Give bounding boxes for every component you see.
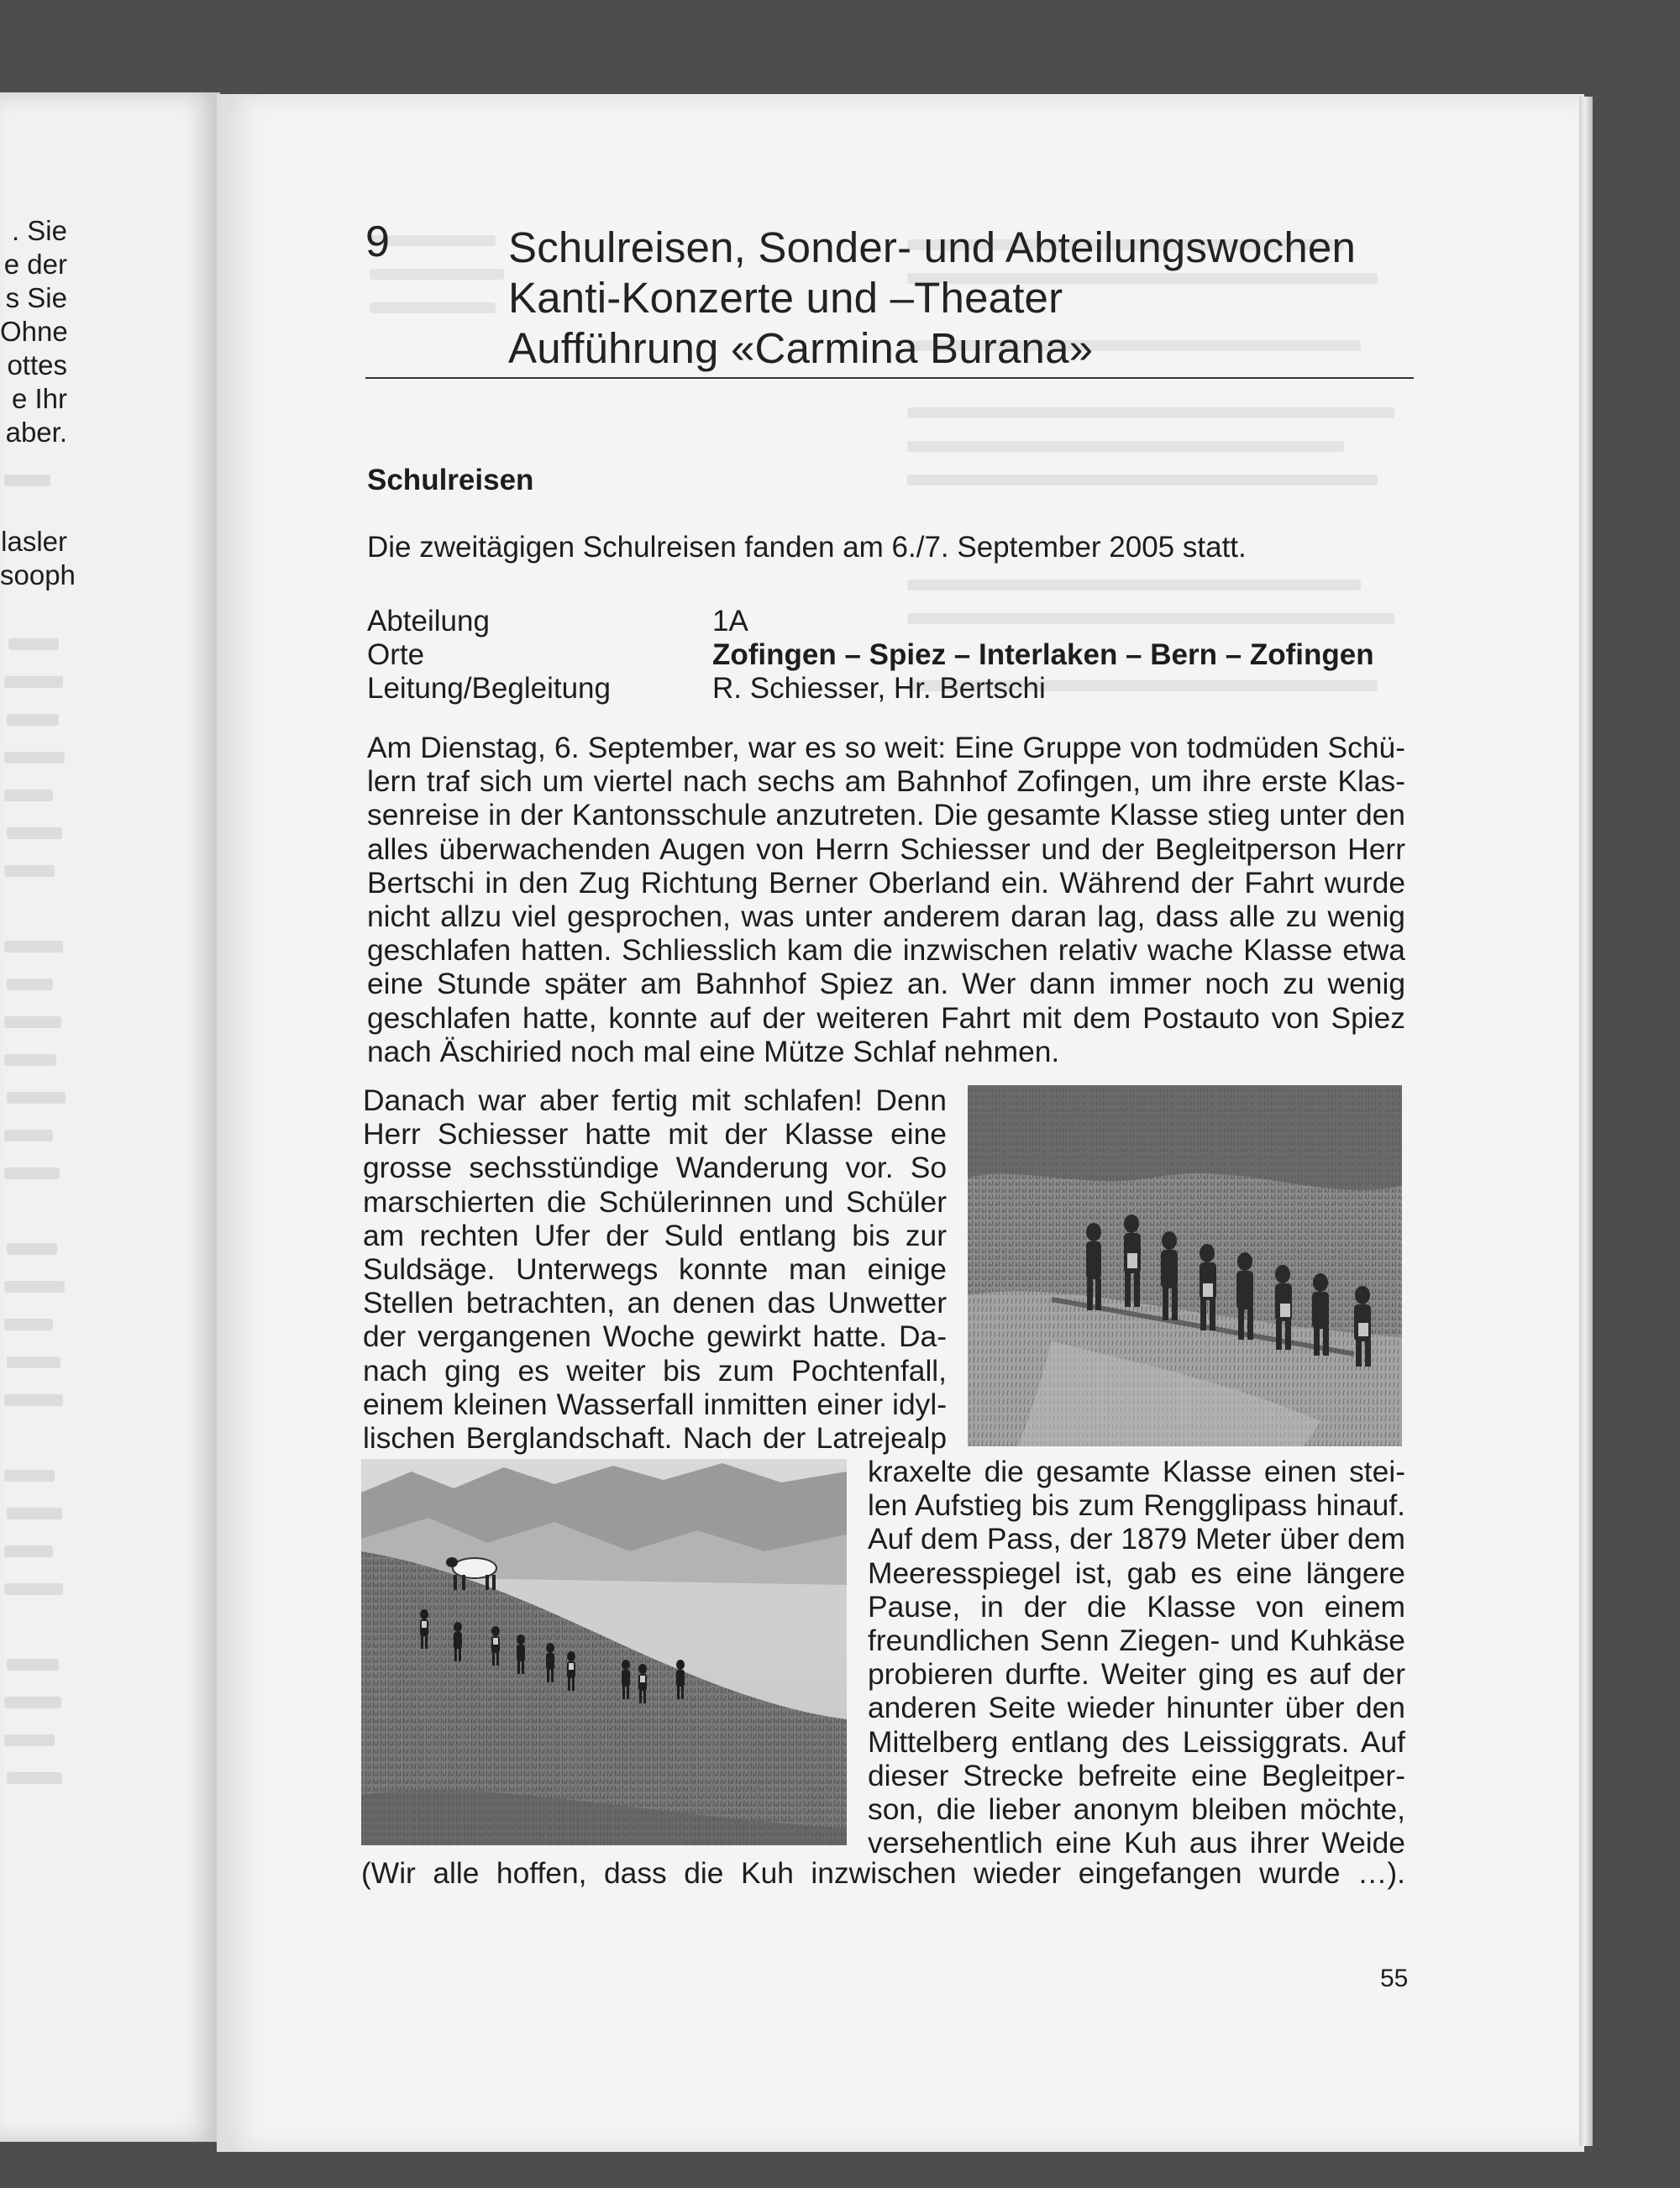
show-through-line (4, 1130, 53, 1141)
show-through-line (907, 580, 1361, 590)
show-through-line (907, 475, 1378, 485)
left-page-text-fragment: . Sie (11, 215, 67, 246)
photo-mountain-ridge-cow (361, 1459, 847, 1845)
intro-sentence: Die zweitägigen Schulreisen fanden am 6./7. September 2005 statt. (367, 531, 1247, 564)
left-page (0, 92, 220, 2142)
show-through-line (4, 1054, 56, 1066)
section-heading: Schulreisen (367, 464, 534, 496)
info-label-department: Abteilung (367, 605, 490, 638)
info-value-department: 1A (712, 605, 748, 638)
show-through-line (4, 1394, 63, 1406)
chapter-title-line: Aufführung «Carmina Burana» (508, 324, 1094, 372)
show-through-line (4, 1281, 65, 1293)
info-value-leaders: R. Schiesser, Hr. Bertschi (712, 672, 1046, 705)
show-through-line (370, 269, 504, 280)
left-page-text-fragment: s Sie (5, 282, 67, 313)
show-through-line (7, 1243, 57, 1255)
show-through-line (907, 407, 1394, 418)
left-page-text-fragment: aber. (5, 417, 67, 448)
show-through-line (4, 941, 63, 952)
left-page-text-fragment: e Ihr (11, 383, 67, 414)
left-page-text-fragment: e der (3, 249, 67, 280)
show-through-line (370, 302, 496, 313)
show-through-line (4, 1697, 61, 1708)
page-stack-edge (1579, 97, 1593, 2146)
info-value-places: Zofingen – Spiez – Interlaken – Bern – Zofingen (712, 638, 1374, 671)
title-rule (365, 377, 1414, 379)
show-through-line (4, 752, 65, 763)
info-label-leaders: Leitung/Begleitung (367, 672, 611, 705)
show-through-line (4, 1319, 53, 1330)
chapter-number: 9 (365, 218, 390, 266)
show-through-line (4, 475, 50, 486)
left-page-text-fragment: ottes (7, 349, 67, 380)
show-through-line (4, 1016, 61, 1028)
chapter-title-line: Schulreisen, Sonder- und Abteilungswochen (508, 223, 1357, 271)
show-through-line (4, 1167, 60, 1179)
show-through-line (7, 827, 62, 839)
left-page-text-fragment: lasler (1, 526, 67, 557)
body-paragraph: Danach war aber fertig mit schlafen! Denn Herr Schiesser hatte mit der Klasse eine grosse sechsstündige Wanderung vor. So marschierten die Schülerinnen und Schüler am rechten Ufer der Suld entlang bis zur Suldsäge. Unterwegs konnte man einige Stellen betrachten, an denen das Unwetter der vergangenen Woche gewirkt hatte. Danach ging es weiter bis zum Pochtenfall, einem kleinen Wasserfall inmitten einer idyllischen Berglandschaft. Nach der Latrejealp (363, 1084, 947, 1456)
show-through-line (4, 1583, 63, 1595)
body-paragraph: kraxelte die gesamte Klasse einen steilen Aufstieg bis zum Rengglipass hinauf. Auf dem Pass, der 1879 Meter über dem Meeresspiegel ist, gab es eine längere Pause, in der die Klasse von einem freundlichen Senn Ziegen- und Kuhkäse probieren durfte. Weiter ging es auf der anderen Seite wieder hinunter über den Mittelberg entlang des Leissiggrats. Auf dieser Strecke befreite eine Begleitperson, die lieber anonym bleiben möchte, versehentlich eine Kuh aus ihrer Weide (868, 1455, 1405, 1860)
photo-hikers-slope (968, 1085, 1402, 1446)
info-label-places: Orte (367, 638, 425, 671)
show-through-line (7, 1508, 62, 1519)
show-through-line (7, 1772, 62, 1784)
body-paragraph: Am Dienstag, 6. September, war es so weit: Eine Gruppe von todmüden Schülern traf sich um viertel nach sechs am Bahnhof Zofingen, um ihre erste Klassenreise in der Kantonsschule anzutreten. Die gesamte Klasse stieg unter den alles überwachenden Augen von Herrn Schiesser und der Begleitperson Herr Bertschi in den Zug Richtung Berner Oberland ein. Während der Fahrt wurde nicht allzu viel gesprochen, was unter anderem daran lag, dass alle zu wenig geschlafen hatten. Schliesslich kam die inzwischen relativ wache Klasse etwa eine Stunde später am Bahnhof Spiez an. Wer dann immer noch zu wenig geschlafen hatte, konnte auf der weiteren Fahrt mit dem Postauto von Spiez nach Äschiried noch mal eine Mütze Schlaf nehmen. (367, 731, 1405, 1068)
show-through-line (907, 441, 1344, 452)
show-through-line (7, 1659, 59, 1671)
show-through-line (4, 676, 63, 688)
show-through-line (4, 1470, 55, 1482)
show-through-line (7, 1092, 66, 1104)
show-through-line (907, 613, 1394, 624)
body-paragraph: (Wir alle hoffen, dass die Kuh inzwischen wieder eingefangen wurde …). (361, 1856, 1405, 1890)
show-through-line (4, 1734, 55, 1746)
left-page-text-fragment: Ohne (0, 316, 68, 347)
show-through-line (4, 1545, 53, 1557)
show-through-line (7, 1356, 60, 1368)
chapter-title-line: Kanti-Konzerte und –Theater (508, 274, 1063, 322)
show-through-line (4, 865, 55, 877)
show-through-line (4, 790, 53, 801)
show-through-line (7, 714, 59, 726)
show-through-line (7, 979, 53, 990)
page-number: 55 (1380, 1965, 1409, 1992)
show-through-line (8, 638, 59, 650)
left-page-text-fragment: sooph (0, 559, 76, 590)
